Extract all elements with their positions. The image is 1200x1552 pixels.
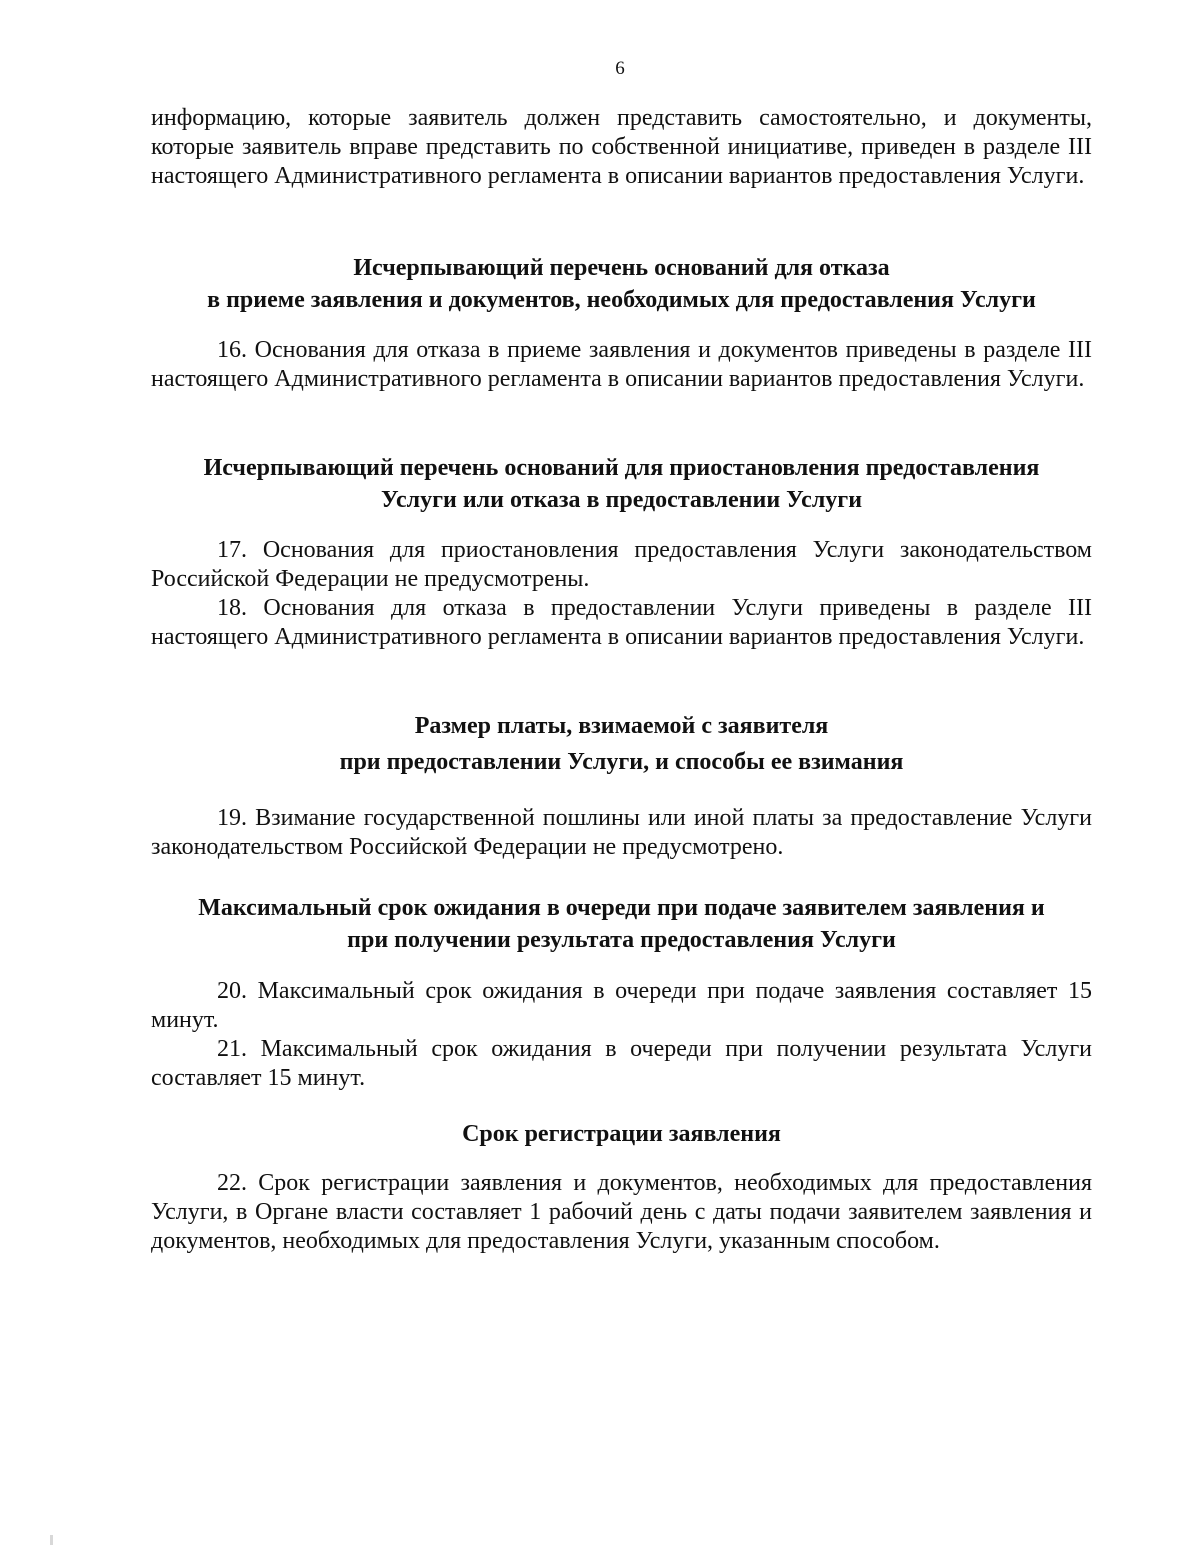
- section-heading-suspension: [151, 452, 1092, 516]
- heading-line: Размер платы, взимаемой с заявителя: [414, 713, 829, 739]
- heading-line: Услуги или отказа в предоставлении Услуги: [380, 487, 863, 513]
- heading-line: Исчерпывающий перечень оснований для отказа: [353, 255, 890, 281]
- continuation-paragraph: информацию, которые заявитель должен представить самостоятельно, и документы, которые заявитель вправе представить по собственной инициативе, приведен в разделе III настоящего Административного регламента в описании вариантов предоставления Услуги.: [151, 105, 1092, 189]
- paragraph-21: 21. Максимальный срок ожидания в очереди при получении результата Услуги составляет 15 минут.: [151, 1036, 1092, 1091]
- section-heading-registration: [151, 1118, 1092, 1150]
- section-heading-queue-time: [151, 892, 1092, 956]
- scan-artifact: [50, 1535, 53, 1545]
- paragraph-18: 18. Основания для отказа в предоставлении Услуги приведены в разделе III настоящего Административного регламента в описании вариантов предоставления Услуги.: [151, 595, 1092, 650]
- section-heading-refusal-acceptance: [151, 252, 1092, 316]
- paragraph-17: 17. Основания для приостановления предоставления Услуги законодательством Российской Федерации не предусмотрены.: [151, 537, 1092, 592]
- heading-line: в приеме заявления и документов, необходимых для предоставления Услуги: [207, 287, 1036, 313]
- heading-line: Срок регистрации заявления: [462, 1121, 781, 1147]
- paragraph-22: 22. Срок регистрации заявления и документов, необходимых для предоставления Услуги, в Органе власти составляет 1 рабочий день с даты подачи заявителем заявления и документов, необходимых для предоставления Услуги, указанным способом.: [151, 1170, 1092, 1254]
- heading-line: при получении результата предоставления Услуги: [347, 927, 896, 953]
- heading-line: Исчерпывающий перечень оснований для приостановления предоставления: [203, 455, 1040, 481]
- paragraph-20: 20. Максимальный срок ожидания в очереди при подаче заявления составляет 15 минут.: [151, 978, 1092, 1033]
- page-number: 6: [615, 58, 625, 79]
- paragraph-19: 19. Взимание государственной пошлины или иной платы за предоставление Услуги законодательством Российской Федерации не предусмотрено.: [151, 805, 1092, 860]
- heading-line: при предоставлении Услуги, и способы ее взимания: [339, 749, 904, 775]
- section-heading-fee: [151, 710, 1092, 778]
- heading-line: Максимальный срок ожидания в очереди при подаче заявителем заявления и: [198, 895, 1045, 921]
- paragraph-16: 16. Основания для отказа в приеме заявления и документов приведены в разделе III настоящего Административного регламента в описании вариантов предоставления Услуги.: [151, 337, 1092, 392]
